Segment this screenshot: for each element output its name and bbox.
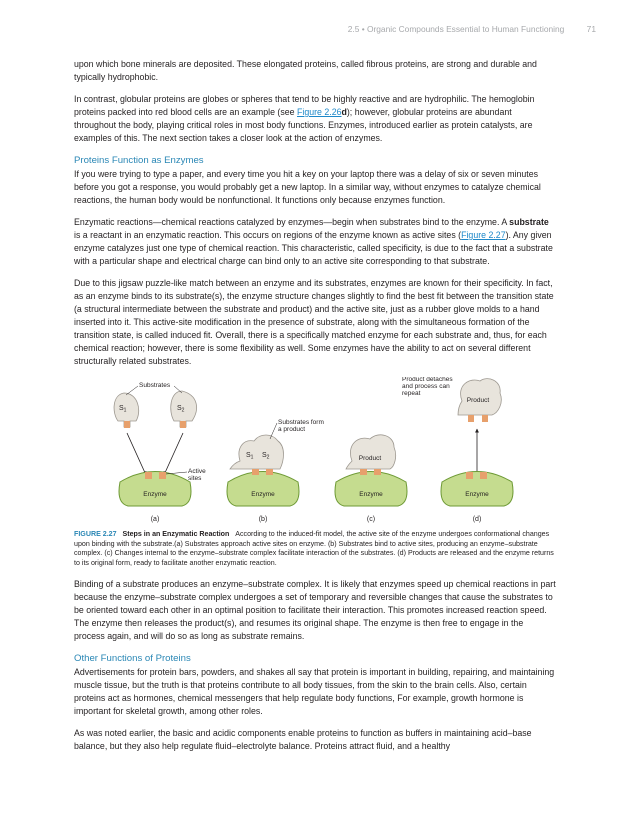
- active-site-left: [145, 472, 152, 479]
- arrow-s1-to-enzyme: [127, 433, 146, 475]
- enzyme-label: Enzyme: [359, 491, 383, 498]
- panel-b-label: (b): [258, 516, 268, 523]
- paragraph-text: In contrast, globular proteins are globes or spheres that tend to be highly reactive and are hydrophilic. The hemoglobin proteins packed into red blood cells are an example (see: [74, 94, 535, 117]
- s2-label: $S_2$: [177, 405, 185, 414]
- product-site-left: [468, 415, 474, 422]
- active-site-left: [360, 469, 367, 475]
- substrates-label: Substrates: [139, 382, 171, 389]
- paragraph-text: Enzymatic reactions—chemical reactions catalyzed by enzymes—begin when substrates bind to the enzyme. A: [74, 217, 510, 227]
- enzyme-label: Enzyme: [465, 491, 489, 498]
- paragraph-enzyme-substrate-complex: Binding of a substrate produces an enzyme–substrate complex. It is likely that enzymes speed up chemical reactions in part because the enzyme–substrate complex undergoes a set of temporary and reversible changes that cause the substrates to be oriented toward each other in an optimal position to facilitate their interaction. This promotes increased reaction speed. The enzyme then releases the product(s), and resumes its original shape. The enzyme is then free to engage in the process again, and will do so as long as substrate remains.: [74, 579, 556, 642]
- enzyme-shape: [119, 472, 191, 507]
- figure-illustration: [74, 377, 556, 527]
- panel-a: [114, 382, 206, 523]
- substrates-form-label: Substrates form: [278, 419, 324, 426]
- product-bound-shape: [346, 435, 396, 469]
- caption-text: According to the induced-fit model, the active site of the enzyme undergoes conformational changes upon binding with the substrate.(a) Substrates approach active sites on enzyme. (b) Substrates bind to active sites, producing an enzyme–substrate complex. (c) Changes internal to the enzyme–substrate complex facilitate interaction of the substrates. (d) Products are released and the enzyme returns to its original form, ready to facilitate another enzymatic reaction.: [74, 530, 554, 567]
- product-detaches-label-2: and process can: [402, 383, 450, 390]
- running-head-title: 2.5 • Organic Compounds Essential to Human Functioning: [347, 24, 565, 34]
- substrates-form-label-2: a product: [278, 426, 306, 433]
- page-content: [74, 58, 556, 762]
- section-heading-other-functions: Other Functions of Proteins: [74, 653, 191, 665]
- arrow-s2-to-enzyme: [164, 433, 183, 475]
- product-site-right: [482, 415, 488, 422]
- enzyme-label: Enzyme: [251, 491, 275, 498]
- product-detaches-label: Product detaches: [402, 377, 453, 383]
- panel-c: [335, 435, 407, 523]
- paragraph-protein-functions: Advertisements for protein bars, powders, and shakes all say that protein is important in building, repairing, and maintaining muscle tissue, but the truth is that proteins contribute to all body tissues, from the skin to the brain cells. Also, certain proteins act as hormones, chemical messengers that help regulate body functions, For example, growth hormone is important for skeletal growth, among other roles.: [74, 667, 555, 717]
- product-detaches-label-3: repeat: [402, 390, 421, 397]
- figure-caption: [74, 530, 556, 568]
- panel-d: [402, 377, 513, 523]
- enzyme-label: Enzyme: [143, 491, 167, 498]
- paragraph-text: ). Any given enzyme catalyzes just one type of chemical reaction. This characteristic, called specificity, is due to the fact that a substrate with a particular shape and electrical charge can bind only to an active site corresponding to that substrate.: [74, 230, 553, 266]
- paragraph-bold-text: d: [341, 107, 347, 117]
- figure-2-26-link[interactable]: Figure 2.26: [297, 107, 342, 117]
- substrate-s1-site: [124, 421, 130, 428]
- panel-a-label: (a): [150, 516, 160, 523]
- figure-number: FIGURE 2.27: [74, 530, 117, 538]
- product-label-d: Product: [466, 397, 490, 404]
- running-header: [348, 24, 596, 34]
- paragraph-laptop-analogy: If you were trying to type a paper, and every time you hit a key on your laptop there was a delay of six or seven minutes before you got a response, you would probably get a new laptop. In a similar way, without enzymes to catalyze chemical reactions, the human body would be nonfunctional. It functions only because enzymes function.: [74, 169, 541, 205]
- substrates-leader-line: [126, 386, 138, 395]
- page-number: 71: [586, 24, 596, 34]
- product-label-c: Product: [358, 455, 382, 462]
- active-site-right: [266, 469, 273, 475]
- substrate-term: substrate: [509, 217, 549, 227]
- paragraph-fibrous-proteins: upon which bone minerals are deposited. These elongated proteins, called fibrous proteins, are strong and durable and typically hydrophobic.: [74, 59, 537, 82]
- paragraph-induced-fit: Due to this jigsaw puzzle-like match between an enzyme and its substrates, enzymes are known for their specificity. In fact, as an enzyme binds to its substrate(s), the enzyme structure changes slightly to find the best fit between the transition state (a structural intermediate between the substrate and product) and the active site, just as a rubber glove molds to a hand inserted into it. This active-site modification in the presence of substrate, along with the simultaneous formation of the transition state, is called induced fit. Overall, there is a specifically matched enzyme for each substrate and, thus, for each chemical reaction; however, there is some flexibility as well. Some enzymes have the ability to act on several different structurally related substrates.: [74, 278, 554, 366]
- enzyme-shape: [227, 472, 299, 507]
- paragraph-buffers: As was noted earlier, the basic and acidic components enable proteins to function as buffers in maintaining acid–base balance, but they also help regulate fluid–electrolyte balance. Proteins attract fluid, and a healthy: [74, 728, 532, 752]
- active-site-right: [159, 472, 166, 479]
- s1-label-b: $S_1$: [246, 452, 254, 461]
- active-sites-label-2: sites: [188, 475, 202, 482]
- figure-2-27-link[interactable]: Figure 2.27: [461, 230, 506, 240]
- enzymatic-reaction-figure: [74, 377, 556, 527]
- active-sites-label: Active: [188, 468, 206, 475]
- figure-title: Steps in an Enzymatic Reaction: [122, 530, 230, 538]
- active-site-left: [252, 469, 259, 475]
- enzyme-shape: [335, 472, 407, 507]
- panel-c-label: (c): [366, 516, 376, 523]
- section-heading-enzymes: Proteins Function as Enzymes: [74, 155, 204, 166]
- substrate-s2-site: [180, 421, 186, 428]
- paragraph-text: ); however, globular proteins are abundant throughout the body, playing critical roles in most body functions. Enzymes, introduced earlier as protein catalysts, are examples of this. The next section takes a closer look at the action of enzymes.: [74, 107, 533, 143]
- active-site-right: [480, 472, 487, 479]
- paragraph-globular-proteins: [74, 93, 556, 145]
- s1-label: $S_1$: [119, 405, 127, 414]
- panel-d-label: (d): [472, 516, 482, 523]
- paragraph-text: is a reactant in an enzymatic reaction. This occurs on regions of the enzyme known as active sites (: [74, 230, 462, 240]
- enzyme-shape: [441, 472, 513, 507]
- substrate-complex-shape: [230, 435, 284, 469]
- s2-label-b: $S_2$: [262, 452, 270, 461]
- paragraph-enzymatic-reactions: [74, 216, 556, 268]
- panel-b: [227, 419, 324, 523]
- active-site-left: [466, 472, 473, 479]
- active-site-right: [374, 469, 381, 475]
